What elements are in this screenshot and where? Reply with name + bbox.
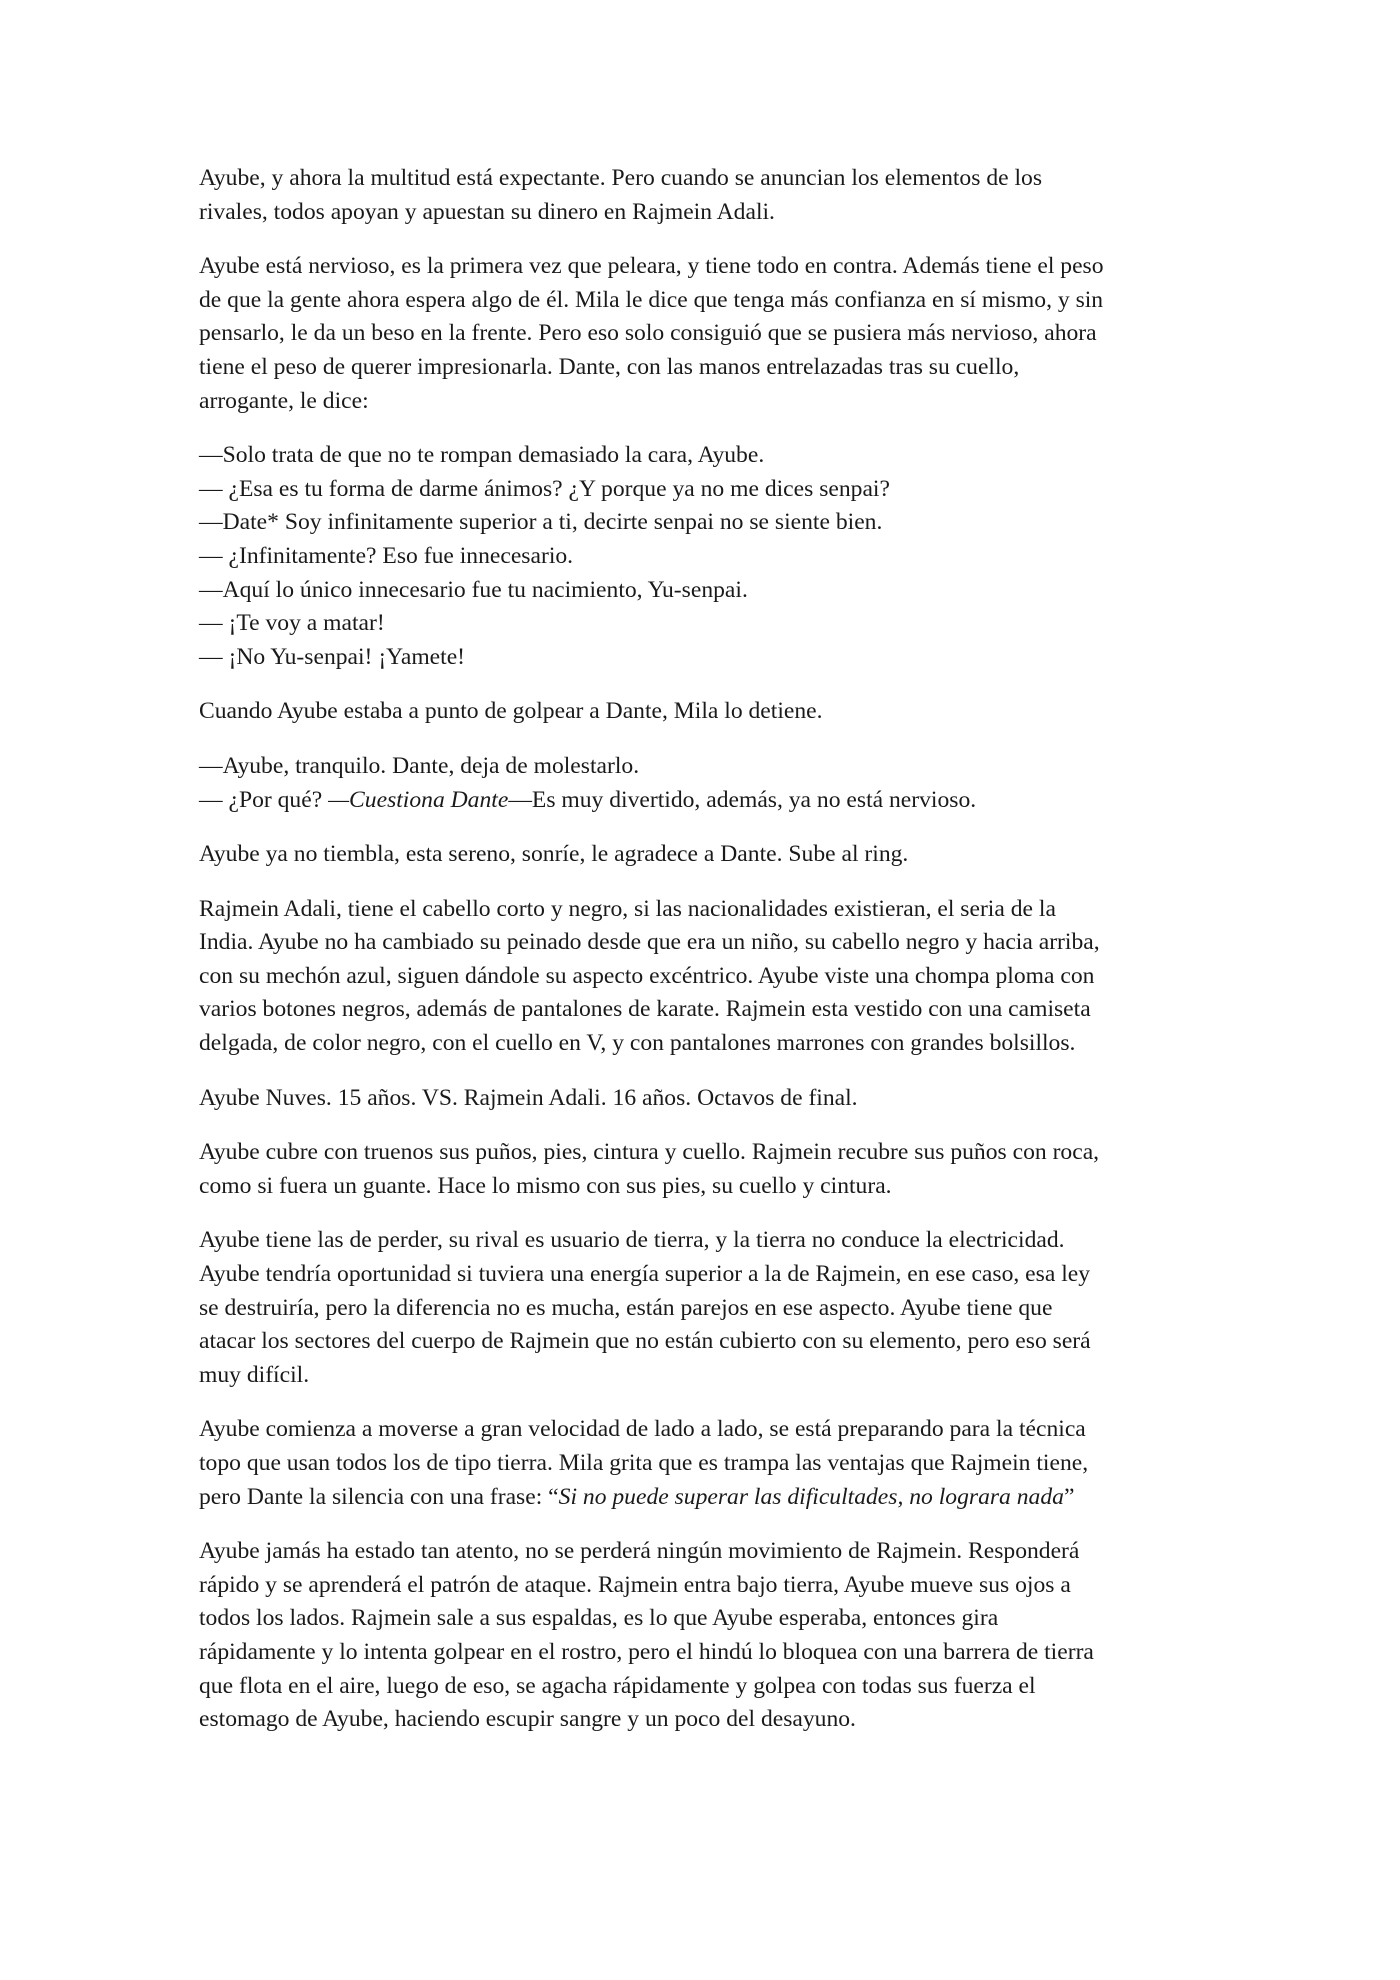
dialogue-line: — ¿Infinitamente? Eso fue innecesario. bbox=[199, 542, 574, 569]
paragraph bbox=[199, 162, 1201, 229]
text-line: que flota en el aire, luego de eso, se agacha rápidamente y golpea con todas sus fuerza el bbox=[199, 1672, 1036, 1699]
paragraph bbox=[199, 1413, 1201, 1514]
text-line: Ayube jamás ha estado tan atento, no se perderá ningún movimiento de Rajmein. Responderá bbox=[199, 1538, 1080, 1565]
text-line: arrogante, le dice: bbox=[199, 387, 369, 414]
paragraph bbox=[199, 1136, 1201, 1203]
text-line: como si fuera un guante. Hace lo mismo con sus pies, su cuello y cintura. bbox=[199, 1172, 892, 1199]
text-line: se destruiría, pero la diferencia no es mucha, están parejos en ese aspecto. Ayube tiene que bbox=[199, 1294, 1053, 1321]
dialogue-line: — ¿Esa es tu forma de darme ánimos? ¿Y porque ya no me dices senpai? bbox=[199, 475, 890, 502]
text-line: de que la gente ahora espera algo de él. Mila le dice que tenga más confianza en sí mismo, y sin bbox=[199, 286, 1104, 313]
text-line: rápido y se aprenderá el patrón de ataque. Rajmein entra bajo tierra, Ayube mueve sus ojos a bbox=[199, 1571, 1071, 1598]
text-line: Ayube cubre con truenos sus puños, pies, cintura y cuello. Rajmein recubre sus puños con roca, bbox=[199, 1139, 1100, 1166]
text-line: pensarlo, le da un beso en la frente. Pero eso solo consiguió que se pusiera más nervioso, ahora bbox=[199, 320, 1097, 347]
paragraph bbox=[199, 1535, 1201, 1737]
text-line: rápidamente y lo intenta golpear en el rostro, pero el hindú lo bloquea con una barrera de tierra bbox=[199, 1638, 1094, 1665]
quote-italic: Si no puede superar las dificultades, no lograra nada bbox=[558, 1483, 1064, 1510]
dialogue-tag: —Cuestiona Dante bbox=[328, 786, 509, 813]
paragraph bbox=[199, 250, 1201, 418]
text-line: tiene el peso de querer impresionarla. Dante, con las manos entrelazadas tras su cuello, bbox=[199, 353, 1020, 380]
paragraph bbox=[199, 1082, 1201, 1116]
text-line: Ayube tiene las de perder, su rival es usuario de tierra, y la tierra no conduce la electricidad. bbox=[199, 1227, 1065, 1254]
text-line: Ayube Nuves. 15 años. VS. Rajmein Adali. 16 años. Octavos de final. bbox=[199, 1084, 858, 1111]
text-line: varios botones negros, además de pantalones de karate. Rajmein esta vestido con una camiseta bbox=[199, 996, 1091, 1023]
text-run: ” bbox=[1063, 1483, 1075, 1510]
dialogue-line: —Aquí lo único innecesario fue tu nacimiento, Yu-senpai. bbox=[199, 576, 748, 603]
paragraph bbox=[199, 1224, 1201, 1392]
dialogue-line: — ¡No Yu-senpai! ¡Yamete! bbox=[199, 643, 466, 670]
paragraph bbox=[199, 838, 1201, 872]
dialogue-line: — ¡Te voy a matar! bbox=[199, 610, 385, 637]
text-line: Ayube comienza a moverse a gran velocidad de lado a lado, se está preparando para la técnica bbox=[199, 1416, 1086, 1443]
text-line: rivales, todos apoyan y apuestan su dinero en Rajmein Adali. bbox=[199, 198, 775, 225]
text-line: todos los lados. Rajmein sale a sus espaldas, es lo que Ayube esperaba, entonces gira bbox=[199, 1605, 999, 1632]
dialogue-text: —Es muy divertido, además, ya no está nervioso. bbox=[508, 786, 977, 813]
text-line: estomago de Ayube, haciendo escupir sangre y un poco del desayuno. bbox=[199, 1706, 856, 1733]
text-line: Rajmein Adali, tiene el cabello corto y negro, si las nacionalidades existieran, el seria de la bbox=[199, 895, 1056, 922]
text-line: muy difícil. bbox=[199, 1361, 310, 1388]
text-line: con su mechón azul, siguen dándole su aspecto excéntrico. Ayube viste una chompa ploma con bbox=[199, 962, 1095, 989]
text-line: Ayube está nervioso, es la primera vez que peleara, y tiene todo en contra. Además tiene el peso bbox=[199, 253, 1104, 280]
text-line: Ayube ya no tiembla, esta sereno, sonríe, le agradece a Dante. Sube al ring. bbox=[199, 841, 909, 868]
dialogue-line: —Solo trata de que no te rompan demasiado la cara, Ayube. bbox=[199, 442, 765, 469]
document-body bbox=[199, 162, 1201, 1758]
dialogue-block bbox=[199, 750, 1201, 817]
dialogue-block bbox=[199, 439, 1201, 674]
text-line: atacar los sectores del cuerpo de Rajmein que no están cubierto con su elemento, pero eso será bbox=[199, 1328, 1091, 1355]
text-line: Cuando Ayube estaba a punto de golpear a Dante, Mila lo detiene. bbox=[199, 698, 823, 725]
paragraph bbox=[199, 893, 1201, 1061]
text-line: delgada, de color negro, con el cuello en V, y con pantalones marrones con grandes bolsillos. bbox=[199, 1030, 1076, 1057]
text-line: topo que usan todos los de tipo tierra. Mila grita que es trampa las ventajas que Rajmein tiene, bbox=[199, 1450, 1089, 1476]
text-line bbox=[199, 1481, 1201, 1515]
dialogue-line: —Date* Soy infinitamente superior a ti, decirte senpai no se siente bien. bbox=[199, 509, 883, 536]
dialogue-line bbox=[199, 784, 1201, 818]
text-line: India. Ayube no ha cambiado su peinado desde que era un niño, su cabello negro y hacia arriba, bbox=[199, 929, 1100, 956]
dialogue-line: —Ayube, tranquilo. Dante, deja de molestarlo. bbox=[199, 752, 640, 779]
dialogue-text: — ¿Por qué? bbox=[199, 786, 329, 813]
paragraph bbox=[199, 695, 1201, 729]
text-run: pero Dante la silencia con una frase: “ bbox=[199, 1483, 559, 1510]
text-line: Ayube, y ahora la multitud está expectante. Pero cuando se anuncian los elementos de los bbox=[199, 165, 1043, 191]
text-line: Ayube tendría oportunidad si tuviera una energía superior a la de Rajmein, en ese caso, esa ley bbox=[199, 1261, 1091, 1288]
